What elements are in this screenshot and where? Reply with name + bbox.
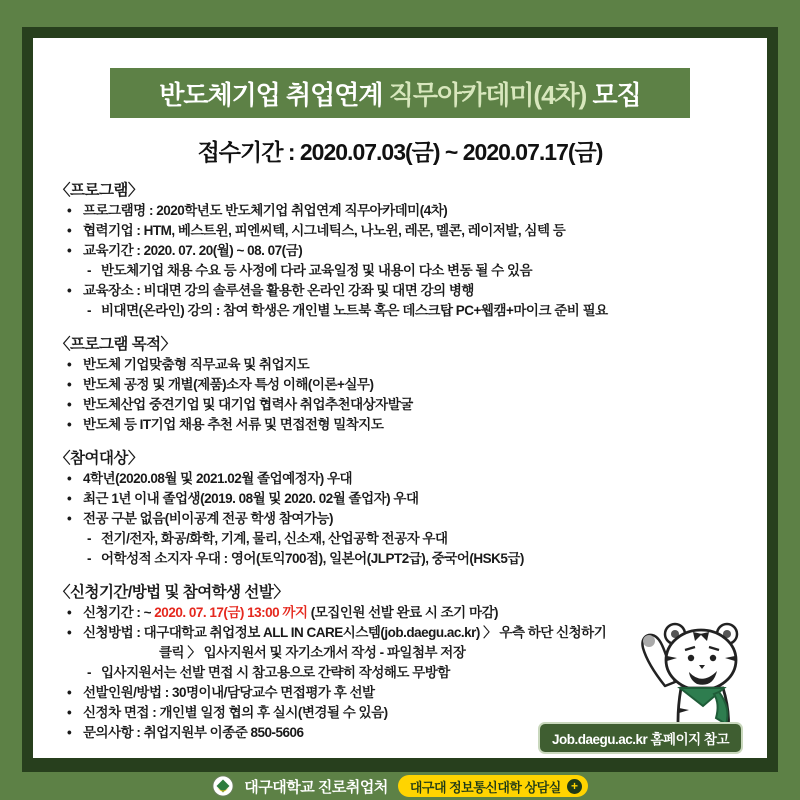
title-part3: 모집 xyxy=(586,79,641,110)
list-item: • 반도체 공정 및 개별(제품)소자 특성 이해(이론+실무) xyxy=(67,377,374,392)
counseling-room-pill xyxy=(398,775,588,797)
section-heading: 〈참여대상〉 xyxy=(55,450,143,467)
list-subitem: - 어학성적 소지자 우대 : 영어(토익700점), 일본어(JLPT2급), 중국어(HSK5급) xyxy=(87,551,524,566)
title-banner xyxy=(110,68,690,118)
section-eligibility xyxy=(55,449,745,569)
list-subitem: - 입사지원서는 선발 면접 시 참고용으로 간략히 작성해도 무방함 xyxy=(87,665,450,680)
homepage-reference-badge: Job.daegu.ac.kr 홈페이지 참고 xyxy=(538,722,743,754)
plus-icon: + xyxy=(567,779,582,794)
list-item: • 문의사항 : 취업지원부 이종준 850-5606 xyxy=(67,725,304,740)
pill-label: 대구대 정보통신대학 상담실 xyxy=(409,779,561,795)
title-part1: 반도체기업 취업연계 xyxy=(159,79,389,110)
section-heading: 〈신청기간/방법 및 참여학생 선발〉 xyxy=(55,584,289,601)
section-heading: 〈프로그램 목적〉 xyxy=(55,336,176,353)
university-emblem-icon xyxy=(212,775,234,797)
section-purpose xyxy=(55,335,745,435)
list-subitem: - 비대면(온라인) 강의 : 참여 학생은 개인별 노트북 혹은 데스크탑 PC+웹캠+마이크 준비 필요 xyxy=(87,303,608,318)
list-subitem: - 전기/전자, 화공/화학, 기계, 물리, 신소재, 산업공학 전공자 우대 xyxy=(87,531,448,546)
paw-pad xyxy=(643,635,655,647)
list-item: • 교육기간 : 2020. 07. 20(월) ~ 08. 07(금) xyxy=(67,243,303,258)
list-item: • 신정차 면접 : 개인별 일정 협의 후 실시(변경될 수 있음) xyxy=(67,705,388,720)
list-item: • 교육장소 : 비대면 강의 솔루션을 활용한 온라인 강좌 및 대면 강의 병행 xyxy=(67,283,474,298)
list-item: • 선발인원/방법 : 30명이내/담당교수 면접평가 후 선발 xyxy=(67,685,375,700)
section-program xyxy=(55,181,745,321)
title-part2: 직무아카데미(4차) xyxy=(388,79,587,110)
application-period: 접수기간 : 2020.07.03(금) ~ 2020.07.17(금) xyxy=(197,139,603,165)
list-item: • 협력기업 : HTM, 베스트윈, 피엔씨텍, 시그네틱스, 나노윈, 레몬, 멜콘, 레이저발, 심텍 등 xyxy=(67,223,566,238)
list-item: • 전공 구분 없음(비이공계 전공 학생 참여가능) xyxy=(67,511,333,526)
list-item: • 4학년(2020.08월 및 2021.02월 졸업예정자) 우대 xyxy=(67,471,353,486)
footer-bar xyxy=(0,772,800,800)
deadline-highlight: 2020. 07. 17(금) 13:00 까지 xyxy=(154,605,308,620)
footer-org-name: 대구대학교 진로취업처 xyxy=(244,778,388,796)
section-heading: 〈프로그램〉 xyxy=(55,182,143,199)
list-item-continuation: 클릭 〉 입사지원서 및 자기소개서 작성 - 파일첨부 저장 xyxy=(159,645,466,660)
list-item: • 최근 1년 이내 졸업생(2019. 08월 및 2020. 02월 졸업자) 우대 xyxy=(67,491,419,506)
list-item: • 반도체 기업맞춤형 직무교육 및 취업지도 xyxy=(67,357,310,372)
list-subitem: - 반도체기업 채용 수요 등 사정에 다라 교육일정 및 내용이 다소 변동 될 수 있음 xyxy=(87,263,533,278)
list-item: • 신청방법 : 대구대학교 취업정보 ALL IN CARE시스템(job.daegu.ac.kr) 〉 우측 하단 신청하기 xyxy=(67,625,607,640)
list-item: • 반도체산업 중견기업 및 대기업 협력사 취업추천대상자발굴 xyxy=(67,397,413,412)
list-item-deadline: • 신청기간 : ~ 2020. 07. 17(금) 13:00 까지 (모집인원 선발 완료 시 조기 마감) xyxy=(67,605,499,620)
list-item: • 반도체 등 IT기업 채용 추천 서류 및 면접전형 밀착지도 xyxy=(67,417,384,432)
list-item: • 프로그램명 : 2020학년도 반도체기업 취업연계 직무아카데미(4차) xyxy=(67,203,448,218)
poster-content xyxy=(33,38,767,758)
